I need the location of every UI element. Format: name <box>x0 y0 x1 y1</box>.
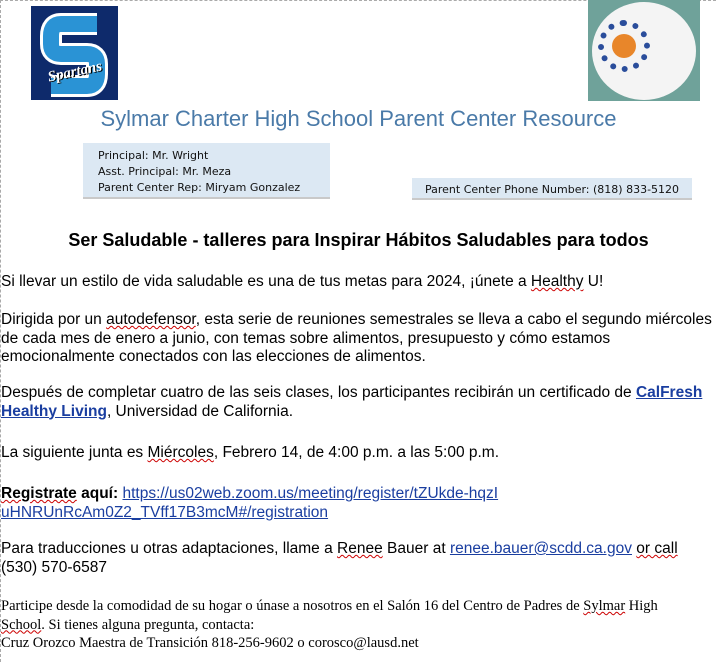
paragraph-intro: Si llevar un estilo de vida saludable es una de tus metas para 2024, ¡únete a Healthy U! <box>1 273 604 290</box>
paragraph-register: Registrate aquí: https://us02web.zoom.us/meeting/register/tZUkde-hqzIuHNRUnRcAm0Z2_TVff17B3mcM#/registration <box>1 485 499 521</box>
asst-principal: Asst. Principal: Mr. Meza <box>98 165 232 178</box>
phone-number: Parent Center Phone Number: (818) 833-5120 <box>425 183 680 196</box>
parent-family-center-logo <box>588 0 700 101</box>
registration-link[interactable]: https://us02web.zoom.us/meeting/register/tZUkde-hqzIuHNRUnRcAm0Z2_TVff17B3mcM#/registration <box>1 485 499 521</box>
staff-box <box>83 143 330 199</box>
spartans-logo <box>31 6 118 100</box>
paragraph-certificate: Después de completar cuatro de las seis clases, los participantes recibirán un certificado de CalFresh Healthy Living, Universidad de California. <box>1 384 703 420</box>
logo-text: Spartans <box>46 58 104 86</box>
paragraph-translations: Para traducciones u otras adaptaciones, llame a Renee Bauer at renee.bauer@scdd.ca.gov or call (530) 570-6587 <box>1 540 678 576</box>
contact-line: Cruz Orozco Maestra de Transición 818-256-9602 o corosco@lausd.net <box>1 635 419 651</box>
calfresh-link[interactable]: CalFresh Healthy Living <box>1 384 703 420</box>
principal: Principal: Mr. Wright <box>98 149 209 162</box>
paragraph-participate: Participe desde la comodidad de su hogar o únase a nosotros en el Salón 16 del Centro de Padres de Sylmar High School. Si tienes alguna pregunta, contacta: Cruz Orozco Maestra de Transición 818-256-9602 o corosco@lausd.net <box>1 598 658 651</box>
phone-box <box>412 178 692 200</box>
paragraph-description: Dirigida por un autodefensor, esta serie de reuniones semestrales se lleva a cabo el segundo miércoles de cada mes de enero a junio, con temas sobre alimentos, presupuesto y cómo estamos emocionalmente conectados con las elecciones de alimentos. <box>1 311 712 365</box>
email-link[interactable]: renee.bauer@scdd.ca.gov <box>449 540 632 557</box>
page-title: Sylmar Charter High School Parent Center Resource <box>100 106 617 131</box>
parent-center-rep: Parent Center Rep: Miryam Gonzalez <box>98 181 301 194</box>
heading: Ser Saludable - talleres para Inspirar Hábitos Saludables para todos <box>68 230 649 250</box>
paragraph-next-meeting: La siguiente junta es Miércoles, Febrero 14, de 4:00 p.m. a las 5:00 p.m. <box>1 444 500 461</box>
